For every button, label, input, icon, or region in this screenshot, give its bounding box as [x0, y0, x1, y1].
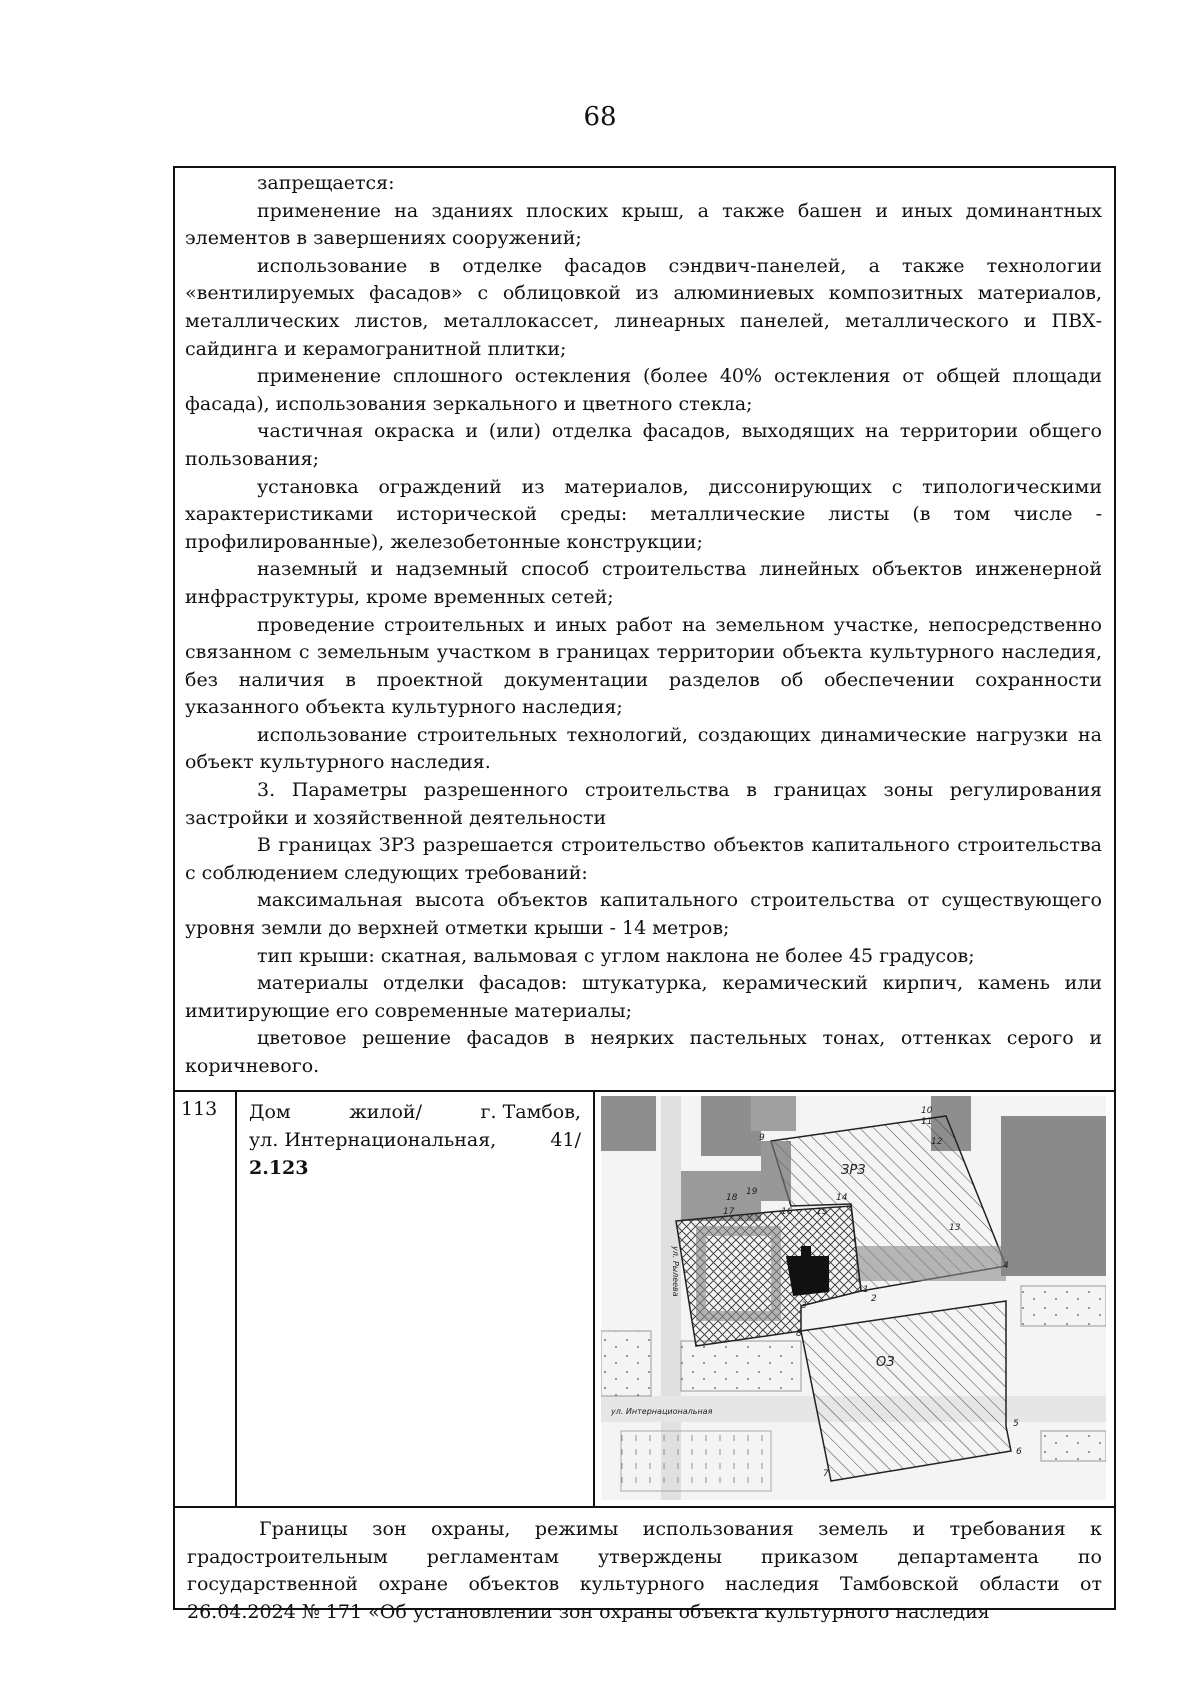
paragraph: применение сплошного остекления (более 40% остекления от общей площади фасада), использования зеркального и цветного стекла; — [185, 365, 1102, 415]
paragraph: установка ограждений из материалов, диссонирующих с типологическими характеристиками исторической среды: металлические листы (в том числе - профилированные), железобетонные конструкции; — [185, 475, 1102, 553]
point-label: 18 — [726, 1193, 738, 1203]
paragraph: использование строительных технологий, создающих динамические нагрузки на объект культурного наследия. — [185, 723, 1102, 774]
point-label: 3 — [801, 1301, 807, 1311]
object-address: ул. Интернациональная, — [249, 1129, 497, 1151]
zone-label: ЗРЗ — [841, 1163, 866, 1178]
building — [1001, 1116, 1106, 1276]
legal-reference-cell — [175, 1508, 1114, 1623]
restrictions-text-cell — [175, 168, 1114, 1092]
point-label: 12 — [931, 1137, 943, 1147]
document-table — [173, 166, 1116, 1623]
object-name-word: г. Тамбов, — [480, 1101, 581, 1123]
paragraph: частичная окраска и (или) отделка фасадов, выходящих на территории общего пользования; — [185, 420, 1102, 470]
object-description-cell — [237, 1092, 595, 1506]
point-label: 6 — [1016, 1447, 1022, 1457]
row-number: 113 — [175, 1092, 237, 1506]
zone-label: ОЗ — [876, 1355, 895, 1370]
legal-reference-text: Границы зон охраны, режимы использования земель и требования к градостроительным регламентам утверждены приказом департамента по государственной охране объектов культурного наследия Тамбовской области от 26.04.2024 № 171 «Об установлении зон охраны объекта культурного наследия — [187, 1518, 1102, 1623]
object-code: 2.123 — [249, 1157, 309, 1179]
point-label: 17 — [723, 1207, 735, 1217]
paragraph: проведение строительных и иных работ на земельном участке, непосредственно связанном с земельным участком в границах территории объекта культурного наследия, без наличия в проектной документации разделов об обеспечении сохранности указанного объекта культурного наследия; — [185, 613, 1102, 719]
yard — [621, 1431, 771, 1491]
point-label: 8 — [796, 1329, 802, 1339]
point-label: 13 — [949, 1223, 961, 1233]
building — [761, 1141, 791, 1201]
paragraph: применение на зданиях плоских крыш, а также башен и иных доминантных элементов в завершениях сооружений; — [185, 199, 1102, 250]
zone-map — [601, 1096, 1106, 1500]
point-label: 4 — [1003, 1261, 1009, 1271]
section-heading: 3. Параметры разрешенного строительства в границах зоны регулирования застройки и хозяйственной деятельности — [185, 779, 1102, 829]
yard — [1041, 1431, 1106, 1461]
paragraph: максимальная высота объектов капитального строительства от существующего уровня земли до верхней отметки крыши - 14 метров; — [185, 889, 1102, 940]
yard — [601, 1331, 651, 1396]
paragraph: наземный и надземный способ строительства линейных объектов инженерной инфраструктуры, кроме временных сетей; — [185, 558, 1102, 608]
object-name-word: Дом — [249, 1101, 291, 1123]
paragraph: тип крыши: скатная, вальмовая с углом наклона не более 45 градусов; — [257, 944, 975, 967]
building — [856, 1246, 1006, 1281]
point-label: 19 — [746, 1187, 758, 1197]
object-house: 41/ — [550, 1129, 581, 1151]
paragraph: цветовое решение фасадов в неярких пастельных тонах, оттенках серого и коричневого. — [185, 1027, 1102, 1077]
oz-zone — [801, 1301, 1011, 1481]
point-label: 15 — [816, 1207, 828, 1217]
paragraph: запрещается: — [257, 172, 395, 194]
point-label: 14 — [836, 1193, 848, 1203]
point-label: 5 — [1013, 1419, 1019, 1429]
object-name-word: жилой/ — [349, 1101, 422, 1123]
paragraph: использование в отделке фасадов сэндвич-панелей, а также технологии «вентилируемых фасадов» с облицовкой из алюминиевых композитных материалов, металлических листов, металлокассет, линеарных панелей, металлического и ПВХ-сайдинга и керамогранитной плитки; — [185, 254, 1102, 360]
page-number: 68 — [583, 102, 617, 132]
point-label: 9 — [759, 1133, 765, 1143]
street-label: ул. Интернациональная — [611, 1407, 713, 1416]
point-label: 10 — [921, 1106, 933, 1116]
paragraph: В границах ЗРЗ разрешается строительство объектов капитального строительства с соблюдением следующих требований: — [185, 834, 1102, 884]
street-label: ул. Рылеева — [671, 1246, 680, 1297]
building — [601, 1096, 656, 1151]
zone-map-cell — [595, 1092, 1114, 1506]
point-label: 1 — [863, 1285, 869, 1295]
table-row — [175, 1092, 1114, 1508]
building — [751, 1096, 796, 1131]
yard — [1021, 1286, 1106, 1326]
point-label: 2 — [871, 1294, 877, 1304]
point-label: 16 — [781, 1207, 793, 1217]
point-label: 7 — [823, 1469, 829, 1479]
point-label: 11 — [921, 1117, 933, 1127]
paragraph: материалы отделки фасадов: штукатурка, керамический кирпич, камень или имитирующие его современные материалы; — [185, 972, 1102, 1022]
yard — [681, 1341, 801, 1391]
